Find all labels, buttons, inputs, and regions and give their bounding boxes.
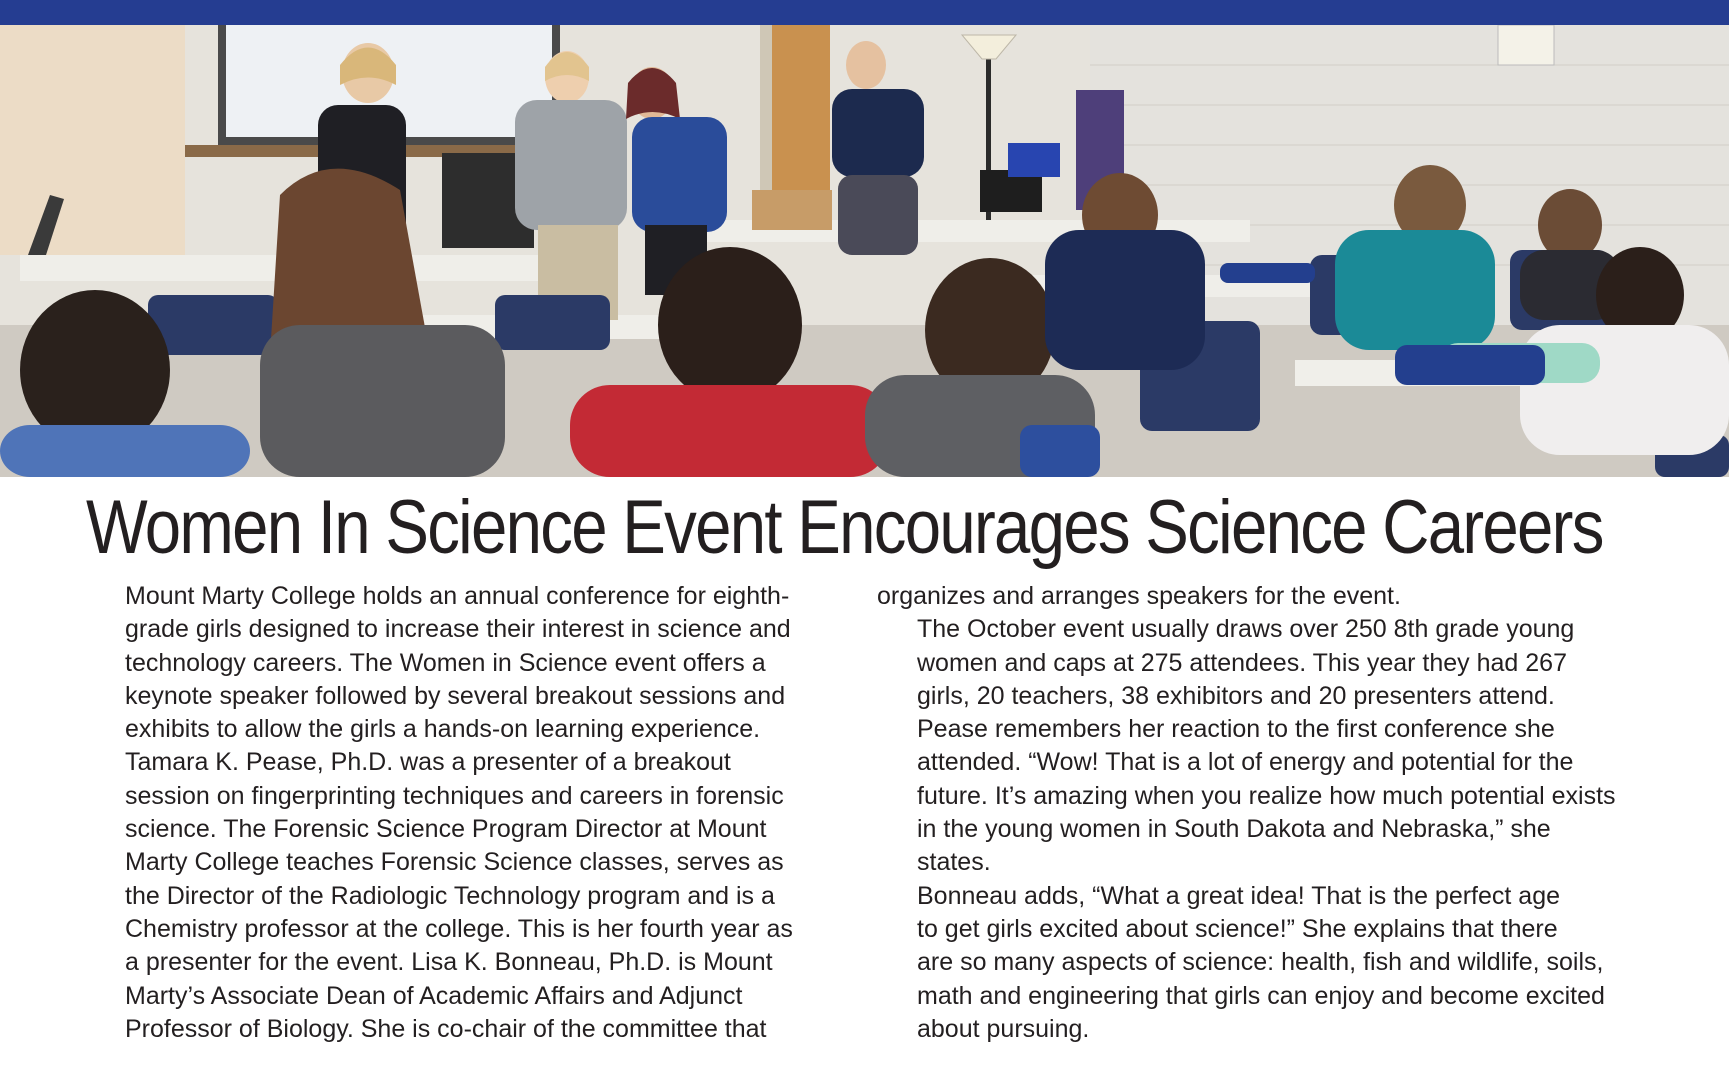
- text-line: grade girls designed to increase their interest in science and: [125, 615, 791, 644]
- text-line: girls, 20 teachers, 38 exhibitors and 20 presenters attend.: [917, 681, 1555, 710]
- text-line: Professor of Biology. She is co-chair of the committee that: [125, 1014, 767, 1043]
- text-line: a presenter for the event. Lisa K. Bonneau, Ph.D. is Mount: [125, 948, 773, 977]
- text-line: to get girls excited about science!” She explains that there: [917, 914, 1558, 943]
- text-line: keynote speaker followed by several breakout sessions and: [125, 681, 786, 710]
- text-line: exhibits to allow the girls a hands-on learning experience.: [125, 715, 761, 744]
- text-line: organizes and arranges speakers for the event.: [877, 582, 1401, 610]
- top-color-bar: [0, 0, 1729, 25]
- text-line: Marty’s Associate Dean of Academic Affairs and Adjunct: [125, 981, 743, 1010]
- text-line: Pease remembers her reaction to the first conference she: [917, 715, 1555, 744]
- article-paragraph: [877, 880, 1647, 1046]
- text-line: women and caps at 275 attendees. This year they had 267: [917, 648, 1567, 677]
- article-paragraph: [85, 746, 855, 1046]
- article-column-left: [85, 580, 855, 1046]
- text-line: math and engineering that girls can enjoy and become excited: [917, 981, 1605, 1010]
- text-line: science. The Forensic Science Program Director at Mount: [125, 815, 767, 844]
- text-line: technology careers. The Women in Science event offers a: [125, 648, 766, 677]
- article-headline: Women In Science Event Encourages Science Careers: [86, 485, 1603, 570]
- text-line: the Director of the Radiologic Technology program and is a: [125, 881, 775, 910]
- text-line: session on fingerprinting techniques and careers in forensic: [125, 781, 784, 810]
- text-line: Mount Marty College holds an annual conference for eighth-: [125, 582, 790, 610]
- text-line: Chemistry professor at the college. This is her fourth year as: [125, 914, 793, 943]
- classroom-photo: [0, 25, 1729, 477]
- article-paragraph: [877, 613, 1647, 879]
- text-line: attended. “Wow! That is a lot of energy and potential for the: [917, 748, 1574, 777]
- text-line: about pursuing.: [917, 1014, 1090, 1043]
- text-line: Bonneau adds, “What a great idea! That is the perfect age: [917, 881, 1561, 910]
- text-line: in the young women in South Dakota and Nebraska,” she: [917, 815, 1551, 844]
- text-line: Marty College teaches Forensic Science classes, serves as: [125, 848, 784, 877]
- article-paragraph: [85, 580, 855, 746]
- article-column-right: [877, 580, 1647, 1046]
- text-line: future. It’s amazing when you realize how much potential exists: [917, 781, 1616, 810]
- article-paragraph-continued: [877, 580, 1647, 613]
- text-line: The October event usually draws over 250 8th grade young: [917, 615, 1575, 644]
- text-line: states.: [917, 848, 991, 877]
- text-line: Tamara K. Pease, Ph.D. was a presenter of a breakout: [125, 748, 731, 777]
- text-line: are so many aspects of science: health, fish and wildlife, soils,: [917, 948, 1604, 977]
